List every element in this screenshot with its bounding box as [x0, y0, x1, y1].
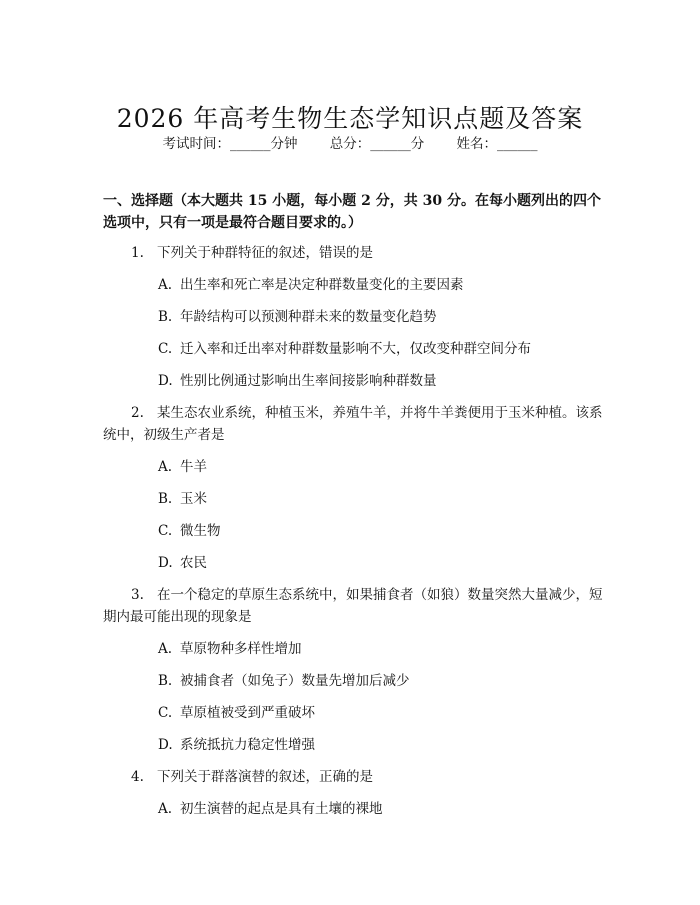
answer-option: [103, 274, 603, 296]
total-score-field: 总分：______分: [329, 136, 425, 152]
option-letter: A.: [158, 459, 173, 475]
option-text: 农民: [180, 555, 207, 571]
questions-list: [103, 242, 603, 830]
question-text: 某生态农业系统，种植玉米，养殖牛羊，并将牛羊粪便用于玉米种植。该系统中，初级生产者是: [103, 405, 603, 443]
option-letter: D.: [158, 737, 173, 753]
option-letter: C.: [158, 523, 173, 539]
option-text: 初生演替的起点是具有土壤的裸地: [180, 801, 383, 817]
option-letter: D.: [158, 373, 173, 389]
answer-option: [103, 520, 603, 542]
option-text: 出生率和死亡率是决定种群数量变化的主要因素: [180, 277, 464, 293]
question-number: 3.: [131, 587, 144, 603]
answer-option: [103, 338, 603, 360]
exam-time-field: 考试时间：______分钟: [162, 136, 298, 152]
question-stem: [103, 584, 603, 628]
option-text: 草原植被受到严重破坏: [180, 705, 315, 721]
option-text: 性别比例通过影响出生率间接影响种群数量: [180, 373, 437, 389]
question-stem: [103, 242, 603, 264]
option-letter: D.: [158, 555, 173, 571]
student-name-field: 姓名：______: [456, 136, 538, 152]
option-text: 牛羊: [180, 459, 207, 475]
option-letter: B.: [158, 491, 173, 507]
question-text: 在一个稳定的草原生态系统中，如果捕食者（如狼）数量突然大量减少，短期内最可能出现的现象是: [103, 587, 603, 625]
option-letter: C.: [158, 705, 173, 721]
question-number: 2.: [131, 405, 144, 421]
option-text: 系统抵抗力稳定性增强: [180, 737, 315, 753]
answer-option: [103, 702, 603, 724]
answer-option: [103, 734, 603, 756]
option-text: 玉米: [180, 491, 207, 507]
answer-option: [103, 670, 603, 692]
answer-option: [103, 798, 603, 820]
question-stem: [103, 766, 603, 788]
option-letter: A.: [158, 801, 173, 817]
answer-option: [103, 456, 603, 478]
question-text: 下列关于种群特征的叙述，错误的是: [157, 245, 373, 261]
answer-option: [103, 488, 603, 510]
section-heading: 一、选择题（本大题共 15 小题，每小题 2 分，共 30 分。在每小题列出的四个选项中，只有一项是最符合题目要求的。）: [103, 193, 601, 231]
answer-option: [103, 552, 603, 574]
option-text: 年龄结构可以预测种群未来的数量变化趋势: [180, 309, 437, 325]
answer-option: [103, 370, 603, 392]
option-text: 迁入率和迁出率对种群数量影响不大，仅改变种群空间分布: [180, 341, 531, 357]
question-number: 1.: [131, 245, 144, 261]
question-stem: [103, 402, 603, 446]
option-text: 草原物种多样性增加: [180, 641, 302, 657]
answer-option: [103, 638, 603, 660]
exam-info-line: [0, 132, 700, 152]
page-title: 2026 年高考生物生态学知识点题及答案: [116, 103, 584, 133]
option-letter: A.: [158, 641, 173, 657]
option-text: 微生物: [180, 523, 221, 539]
question-text: 下列关于群落演替的叙述，正确的是: [157, 769, 373, 785]
answer-option: [103, 306, 603, 328]
option-letter: B.: [158, 309, 173, 325]
option-letter: B.: [158, 673, 173, 689]
option-letter: A.: [158, 277, 173, 293]
option-text: 被捕食者（如兔子）数量先增加后减少: [180, 673, 410, 689]
option-letter: C.: [158, 341, 173, 357]
question-number: 4.: [131, 769, 144, 785]
